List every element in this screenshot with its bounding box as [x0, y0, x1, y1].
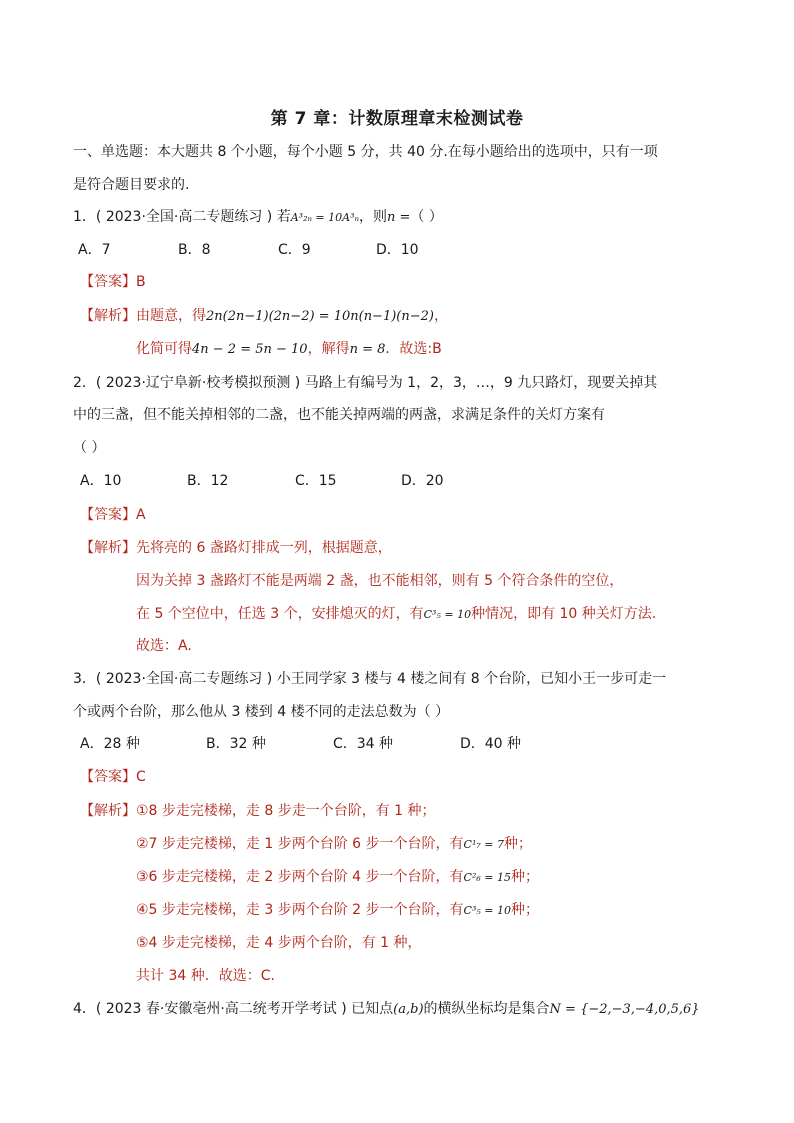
question-3-option-b: B．32 种	[206, 736, 266, 752]
question-4-point: (a,b)	[393, 1002, 424, 1017]
question-2-analysis-line1	[80, 538, 392, 558]
question-1-analysis-formula: 2n(2n−1)(2n−2) = 10n(n−1)(n−2)	[206, 309, 434, 324]
question-3-answer-value: C	[136, 769, 146, 785]
question-1-analysis-text2: 化简可得	[136, 341, 192, 357]
question-2-option-d: D．20	[401, 473, 444, 489]
question-1-stem	[73, 207, 443, 228]
question-1-option-a: A．7	[78, 242, 111, 258]
question-3-option-c: C．34 种	[333, 736, 394, 752]
question-2-option-c: C．15	[295, 473, 337, 489]
question-1-analysis-text4: ．故选:B	[385, 341, 442, 357]
question-2-option-a: A．10	[80, 473, 122, 489]
question-3-analysis-line5: ⑤4 步走完楼梯，走 4 步两个台阶，有 1 种，	[136, 935, 422, 951]
answer-label: 【答案】	[80, 274, 136, 290]
question-3-analysis-line6: 共计 34 种．故选：C．	[136, 968, 285, 984]
answer-label: 【答案】	[80, 507, 136, 523]
question-4-text-mid: 的横纵坐标均是集合	[423, 1001, 550, 1017]
question-1-analysis-line2	[136, 339, 442, 360]
question-3-analysis-formula2: C¹₇ = 7	[463, 838, 504, 851]
question-1-answer	[80, 272, 146, 292]
question-2-line1: 2．( 2023·辽宁阜新·校考模拟预测 ) 马路上有编号为 1，2，3，…，9 九只路灯，现要关掉其	[73, 375, 658, 391]
question-3-option-a: A．28 种	[80, 736, 140, 752]
section-intro-line1: 一、单选题：本大题共 8 个小题，每个小题 5 分，共 40 分.在每小题给出的选项中，只有一项	[73, 144, 658, 160]
question-1-formula: A³₂ₙ = 10A³ₙ	[290, 211, 359, 224]
section-intro-line2: 是符合题目要求的.	[73, 177, 190, 193]
question-1-option-b: B．8	[178, 242, 211, 258]
question-3-analysis-text2-post: 种；	[503, 836, 532, 852]
question-1-var: n =	[386, 210, 411, 225]
analysis-label: 【解析】	[80, 308, 136, 324]
question-3-option-d: D．40 种	[460, 736, 522, 752]
question-2-line2: 中的三盏，但不能关掉相邻的二盏，也不能关掉两端的两盏，求满足条件的关灯方案有	[73, 407, 605, 423]
question-3-line1: 3．( 2023·全国·高二专题练习 ) 小王同学家 3 楼与 4 楼之间有 8 个台阶，已知小王一步可走一	[73, 671, 667, 687]
question-1-stem-post: （ ）	[410, 209, 443, 225]
question-2-analysis-text3: 在 5 个空位中，任选 3 个，安排熄灭的灯，有	[136, 606, 424, 622]
answer-label: 【答案】	[80, 769, 136, 785]
question-1-analysis-text-post: ，	[433, 308, 448, 324]
question-2-answer	[80, 505, 146, 525]
question-3-answer	[80, 767, 146, 787]
question-4-set: N = {−2,−3,−4,0,5,6}	[549, 1002, 700, 1017]
question-4-line1	[73, 999, 700, 1020]
question-1-option-d: D．10	[376, 242, 419, 258]
question-1-analysis-text3: ，解得	[307, 341, 350, 357]
question-3-analysis-text3: ③6 步走完楼梯，走 2 步两个台阶 4 步一个台阶，有	[136, 869, 464, 885]
question-3-analysis-text2: ②7 步走完楼梯，走 1 步两个台阶 6 步一个台阶，有	[136, 836, 464, 852]
question-3-analysis-text1: ①8 步走完楼梯，走 8 步走一个台阶，有 1 种；	[136, 803, 436, 819]
question-3-analysis-line2	[136, 834, 532, 855]
question-1-analysis-formula2: 4n − 2 = 5n − 10	[192, 342, 308, 357]
question-3-analysis-text4-post: 种；	[510, 902, 539, 918]
question-3-analysis-line3	[136, 867, 539, 888]
question-1-analysis-line1	[80, 306, 448, 327]
question-1-stem-mid: ，则	[358, 209, 387, 225]
question-1-stem-pre: 1．( 2023·全国·高二专题练习 ) 若	[73, 209, 291, 225]
question-2-analysis-line4: 故选：A.	[136, 638, 192, 654]
analysis-label: 【解析】	[80, 803, 136, 819]
question-2-analysis-line3	[136, 604, 656, 625]
question-2-line3: （ ）	[73, 440, 106, 456]
question-4-text-pre: 4．( 2023 春·安徽亳州·高二统考开学考试 ) 已知点	[73, 1001, 394, 1017]
question-1-answer-value: B	[136, 274, 146, 290]
question-3-line2: 个或两个台阶，那么他从 3 楼到 4 楼不同的走法总数为（ ）	[73, 704, 450, 720]
question-2-option-b: B．12	[187, 473, 229, 489]
question-1-analysis-text: 由题意，得	[136, 308, 206, 324]
question-3-analysis-line4	[136, 900, 539, 921]
question-3-analysis-text4: ④5 步走完楼梯，走 3 步两个台阶 2 步一个台阶，有	[136, 902, 464, 918]
question-2-analysis-text1: 先将亮的 6 盏路灯排成一列，根据题意，	[136, 540, 392, 556]
question-1-option-c: C．9	[278, 242, 311, 258]
question-3-analysis-text3-post: 种；	[510, 869, 539, 885]
question-3-analysis-formula4: C³₅ = 10	[463, 904, 511, 917]
analysis-label: 【解析】	[80, 540, 136, 556]
question-1-analysis-formula3: n = 8	[349, 342, 386, 357]
question-2-analysis-line2: 因为关掉 3 盏路灯不能是两端 2 盏，也不能相邻，则有 5 个符合条件的空位，	[136, 573, 624, 589]
question-2-answer-value: A	[136, 507, 146, 523]
question-3-analysis-formula3: C²₆ = 15	[463, 871, 511, 884]
question-2-analysis-formula: C³₅ = 10	[423, 608, 472, 621]
page-title: 第 7 章：计数原理章末检测试卷	[270, 109, 524, 129]
question-2-analysis-text3-post: 种情况，即有 10 种关灯方法.	[471, 606, 657, 622]
question-3-analysis-line1	[80, 801, 436, 821]
